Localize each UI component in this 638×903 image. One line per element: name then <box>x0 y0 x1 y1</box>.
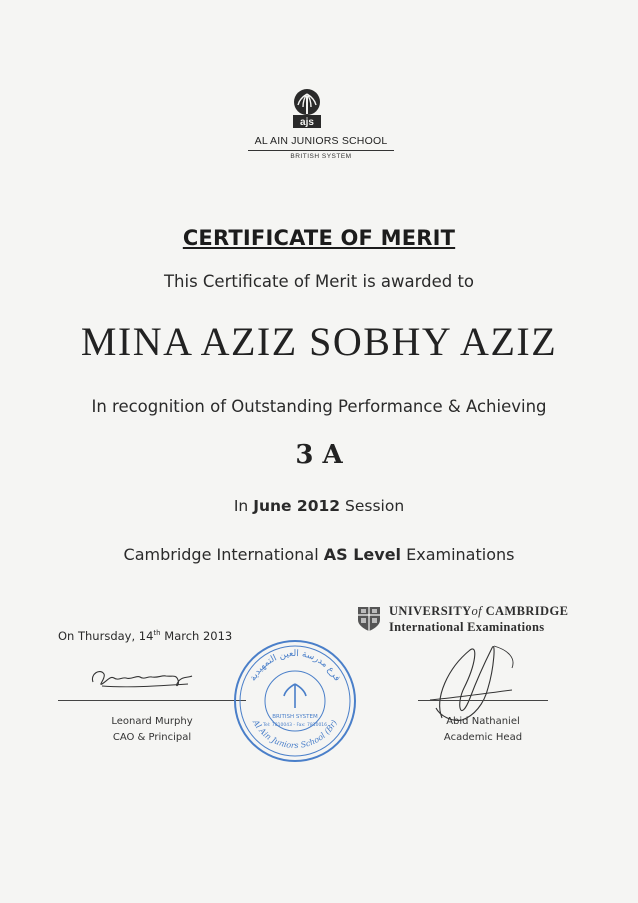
university-cambridge: CAMBRIDGE <box>485 604 569 618</box>
certificate-title: CERTIFICATE OF MERIT <box>182 226 456 250</box>
date-suffix: th <box>153 629 161 638</box>
academic-head-signature-line <box>418 700 548 701</box>
exam-suffix: Examinations <box>406 545 515 564</box>
date-prefix: On Thursday, 14 <box>58 629 154 643</box>
exam-prefix: Cambridge International <box>123 545 319 564</box>
school-logo-icon <box>290 88 324 130</box>
school-name-divider <box>248 150 394 151</box>
svg-text:ajs: ajs <box>300 117 314 128</box>
recognition-line: In recognition of Outstanding Performance & Achieving <box>91 397 547 416</box>
exam-line <box>0 545 638 564</box>
session-suffix: Session <box>345 497 405 515</box>
recipient-name: MINA AZIZ SOBHY AZIZ <box>80 319 558 364</box>
session-line <box>0 497 638 515</box>
stamp-english-text: Al Ain Juniors School (Br) <box>251 718 339 751</box>
award-date <box>58 629 232 643</box>
date-rest: March 2013 <box>164 629 233 643</box>
grade: 3 A <box>295 440 343 470</box>
academic-head-title: Academic Head <box>443 732 523 743</box>
exam-level: AS Level <box>323 545 402 564</box>
cambridge-crest-icon <box>357 606 381 632</box>
stamp-arabic-text: فرع مدرسة العين التمهيدية <box>248 648 342 683</box>
stamp-phone-text: Tel: 7810043 - Fax: 7810016 <box>262 723 328 728</box>
school-name: AL AIN JUNIORS SCHOOL <box>254 135 388 147</box>
session-prefix: In <box>233 497 249 515</box>
awarded-line: This Certificate of Merit is awarded to <box>163 272 475 291</box>
academic-head-name: Abid Nathaniel <box>446 716 520 727</box>
university-name <box>389 604 568 619</box>
principal-title: CAO & Principal <box>112 732 192 743</box>
university-subtitle: International Examinations <box>389 620 545 634</box>
school-subtitle: BRITISH SYSTEM <box>290 153 352 160</box>
session-date: June 2012 <box>253 497 341 515</box>
school-stamp <box>230 636 360 766</box>
stamp-system-text: BRITISH SYSTEM <box>272 714 318 720</box>
principal-signature-line <box>58 700 246 701</box>
svg-text:فرع مدرسة العين التمهيدية <box>248 649 342 683</box>
principal-name: Leonard Murphy <box>111 716 193 727</box>
university-of: of <box>471 604 483 618</box>
university-word: UNIVERSITY <box>389 604 472 618</box>
principal-signature <box>88 664 208 692</box>
